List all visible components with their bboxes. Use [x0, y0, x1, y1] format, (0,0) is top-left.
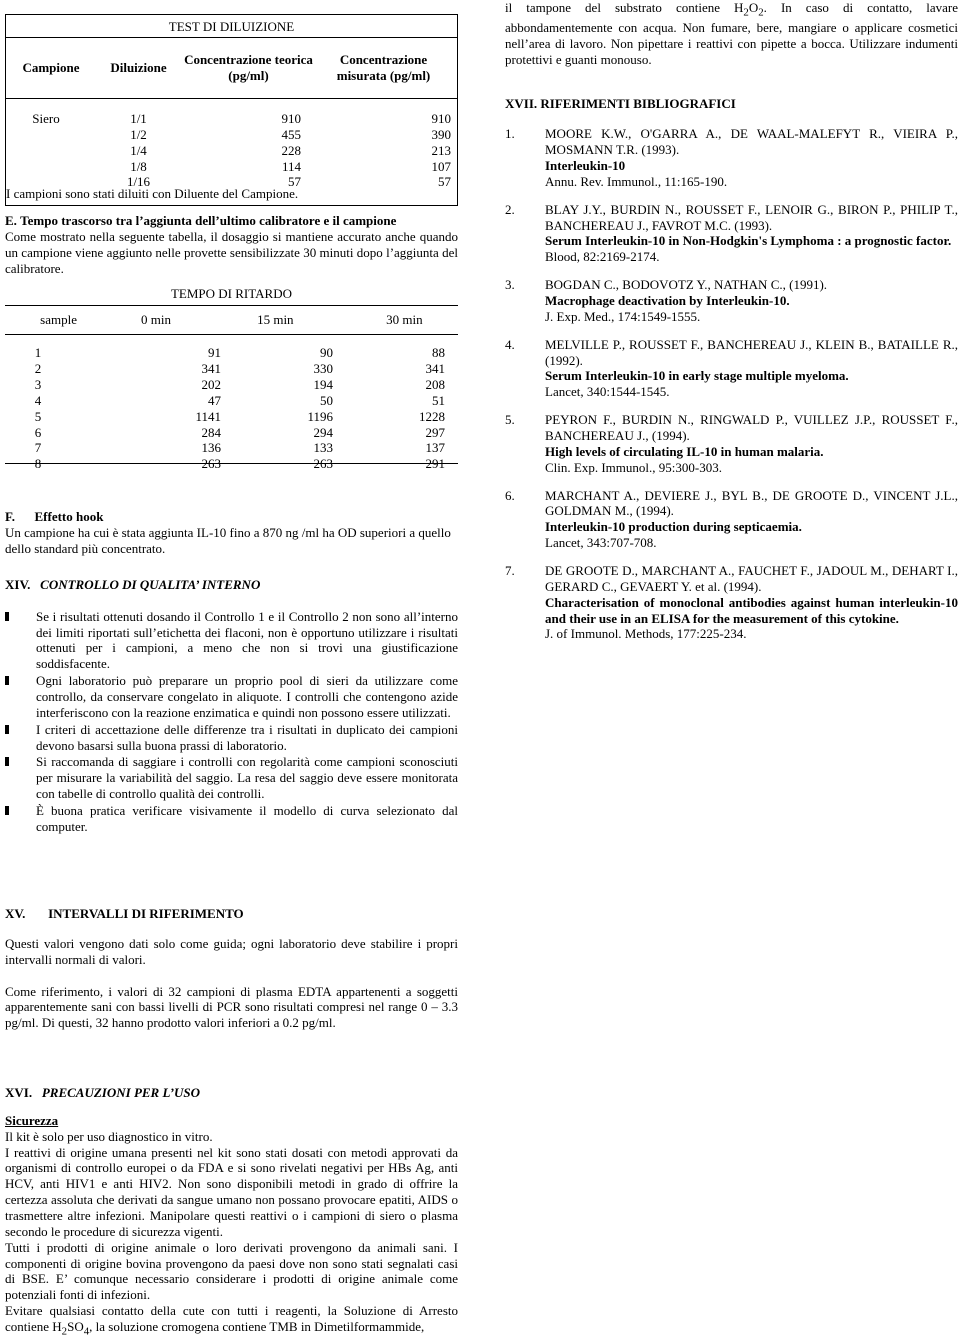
reference-item	[505, 337, 958, 400]
col-header-15min: 15 min	[257, 312, 294, 328]
section-xv: XV. INTERVALLI DI RIFERIMENTO Questi valori vengono dati solo come guida; ogni laboratorio deve stabilire i propri intervalli normali di valori. Come riferimento, i valori di 32 campioni di plasma EDTA appartenenti a soggetti apparentemente sani con bassi livelli di PCR sono risultati compresi nel range 0 – 3.3 pg/ml. Di questi, 32 hanno prodotto valori inferiori a 0.2 pg/ml.	[5, 906, 458, 1031]
dilution-cell: 1/4	[130, 142, 147, 158]
measured-column	[301, 111, 451, 190]
min15-cell: 194	[313, 377, 333, 393]
reference-authors: MOORE K.W., O'GARRA A., DE WAAL-MALEFYT R., VIEIRA P., MOSMANN T.R. (1993).	[545, 126, 958, 158]
section-xvi-last: Evitare qualsiasi contatto della cute con tutti i reagenti, la Soluzione di Arresto contiene $H_2SO_4$, la soluzione cromogena contiene TMB in Dimetilformammide,	[5, 1303, 458, 1338]
reference-title: Characterisation of monoclonal antibodies against human interleukin-10 and their use in an ELISA for the measurement of this cytokine.	[545, 594, 958, 626]
section-e-title: Tempo trascorso tra l’aggiunta dell’ultimo calibratore e il campione	[20, 213, 397, 228]
reference-title: Serum Interleukin-10 in early stage multiple myeloma.	[545, 368, 849, 384]
min15-cell: 133	[313, 440, 333, 456]
measured-cell: 107	[431, 158, 451, 174]
bullet-marker-icon	[5, 725, 9, 734]
delay-table	[5, 305, 458, 472]
reference-body	[545, 412, 958, 475]
reference-number: 2.	[505, 201, 515, 217]
min30-cell: 291	[425, 456, 445, 472]
section-xvi: XVI. PRECAUZIONI PER L’USO Sicurezza Il kit è solo per uso diagnostico in vitro. I reattivi di origine umana presenti nel kit sono stati dosati con metodi approvati da organismi di controllo europei o da FDA e si sono rivelati negativi per HBs Ag, anti HCV, anti HIV1 e anti HIV2. Non sono disponibili metodi in grado di offrire la certezza assoluta che derivati da sangue umano non possano provocare epatiti, AIDS o trasmettere altre infezioni. Manipolare questi reattivi o i campioni di siero o plasma secondo le procedure di sicurezza vigenti. Tutti i prodotti di origine animale o loro derivati provengono da animali sani. I componenti di origine bovina provengono da paesi dove non sono stati segnalati casi di BSE. E’ comunque necessario considerare i prodotti di origine animale come potenziali fonti di infezioni. Evitare qualsiasi contatto della cute con tutti i reagenti, la Soluzione di Arresto contiene $H_2SO_4$, la soluzione cromogena contiene TMB in Dimetilformammide,	[5, 1085, 458, 1338]
sample-number-cell: 3	[34, 377, 42, 393]
reference-item	[505, 488, 958, 551]
dilution-cell: 1/16	[126, 174, 151, 190]
section-f-heading: F. Effetto hook	[5, 509, 104, 525]
sample-number-cell: 4	[34, 392, 42, 408]
reference-authors: MARCHANT A., DEVIERE J., BYL B., DE GROOTE D., VINCENT J.L., GOLDMAN M., (1994).	[545, 487, 958, 519]
section-e-label: E.	[5, 213, 17, 228]
min0-cell: 1141	[195, 408, 221, 424]
reference-body	[545, 202, 958, 265]
dilution-table-header	[6, 38, 457, 99]
col-header-misurata: Concentrazione misurata (pg/ml)	[336, 52, 431, 83]
dilution-column	[86, 111, 191, 190]
reference-title: High levels of circulating IL-10 in human malaria.	[545, 443, 824, 459]
qc-bullet-item: Si raccomanda di saggiare i controlli con regolarità come campioni sconosciuti per misurare la variabilità del saggio. La resa del saggio deve essere monitorata con tabelle di controllo qualità dei controlli.	[5, 754, 458, 802]
dilution-cell: 1/2	[130, 126, 147, 142]
dilution-table-body	[6, 99, 457, 190]
reference-authors: BLAY J.Y., BURDIN N., ROUSSET F., LENOIR G., BIRON P., PHILIP T., BANCHEREAU J., FAVROT M.C. (1993).	[545, 201, 958, 233]
bullet-marker-icon	[5, 676, 9, 685]
reference-title: Macrophage deactivation by Interleukin-10.	[545, 292, 790, 308]
min15-cell: 330	[313, 361, 333, 377]
theoretical-cell: 455	[281, 126, 301, 142]
sample-number-cell: 8	[34, 456, 42, 472]
reference-number: 7.	[505, 563, 515, 578]
delay-table-header	[5, 306, 458, 335]
reference-authors: MELVILLE P., ROUSSET F., BANCHEREAU J., KLEIN B., BATAILLE R., (1992).	[545, 336, 958, 368]
reference-number: 1.	[505, 126, 515, 142]
bullet-marker-icon	[5, 806, 9, 815]
section-xv-p2: Come riferimento, i valori di 32 campioni di plasma EDTA appartenenti a soggetti apparentemente sani con bassi livelli di PCR sono risultati compresi nel range 0 – 3.3 pg/ml. Di questi, 32 hanno prodotto valori inferiori a 0.2 pg/ml.	[5, 983, 458, 1031]
reference-source: Clin. Exp. Immunol., 95:300-303.	[545, 459, 722, 475]
delay-table-body	[5, 335, 458, 472]
reference-item	[505, 412, 958, 475]
section-f	[5, 509, 458, 557]
reference-item	[505, 126, 958, 189]
references-heading: XVII. RIFERIMENTI BIBLIOGRAFICI	[505, 96, 736, 112]
reference-number: 6.	[505, 487, 515, 503]
min0-cell: 284	[201, 424, 221, 440]
min30-cell: 208	[425, 377, 445, 393]
section-xvi-paragraph: I reattivi di origine umana presenti nel kit sono stati dosati con metodi approvati da organismi di controllo europei o da FDA e si sono rivelati negativi per HBs Ag, anti HCV, anti HIV1 e anti HIV2. Non sono disponibili metodi in grado di offrire la certezza assoluta che derivati da sangue umano non possano provocare epatiti, AIDS o trasmettere altre infezioni. Manipolare questi reattivi o i campioni di siero o plasma secondo le procedure di sicurezza vigenti.	[5, 1144, 458, 1239]
section-e	[5, 213, 458, 276]
qc-bullet-item: I criteri di accettazione delle differenze tra i risultati in duplicato dei campioni devono basarsi sulla buona prassi di laboratorio.	[5, 722, 458, 754]
theoretical-cell: 114	[281, 158, 301, 174]
reference-item	[505, 202, 958, 265]
min0-cell: 136	[201, 440, 221, 456]
col-header-30min: 30 min	[386, 312, 423, 328]
sample-cell: Siero	[32, 111, 60, 126]
reference-body	[545, 488, 958, 551]
sample-number-cell: 7	[34, 440, 42, 456]
dilution-note: I campioni sono stati diluiti con Diluente del Campione.	[6, 186, 299, 201]
qc-bullet-item: Se i risultati ottenuti dosando il Controllo 1 e il Controllo 2 non sono all’interno dei limiti riportati sull’etichetta dei flaconi, non è opportuno utilizzare i risultati ottenuti per i campioni, a meno che non si trovi una giustificazione soddisfacente.	[5, 609, 458, 672]
min0-column	[71, 345, 221, 472]
reference-item	[505, 277, 958, 325]
col-header-sample: sample	[40, 312, 77, 328]
min0-cell: 91	[208, 345, 221, 361]
min0-cell: 47	[208, 392, 221, 408]
reference-authors: BOGDAN C., BODOVOTZ Y., NATHAN C., (1991).	[545, 277, 828, 293]
min30-column	[333, 345, 445, 472]
min0-cell: 263	[201, 456, 221, 472]
reference-item	[505, 563, 958, 642]
measured-cell: 213	[431, 142, 451, 158]
bullet-marker-icon	[5, 757, 9, 766]
reference-title: Interleukin-10 production during septicaemia.	[545, 519, 802, 535]
section-xvi-title: PRECAUZIONI PER L’USO	[41, 1085, 201, 1100]
min30-cell: 51	[432, 392, 445, 408]
min0-cell: 341	[201, 361, 221, 377]
left-column	[5, 14, 458, 836]
reference-authors: PEYRON F., BURDIN N., RINGWALD P., VUILLEZ J.P., ROUSSET F., BANCHEREAU J., (1994).	[545, 412, 958, 443]
col-header-0min: 0 min	[141, 312, 171, 328]
min15-column	[221, 345, 333, 472]
sample-number-cell: 6	[34, 424, 42, 440]
reference-body	[545, 337, 958, 400]
sample-column	[5, 345, 71, 472]
reference-authors: DE GROOTE D., MARCHANT A., FAUCHET F., JADOUL M., DEHART I., GERARD C., GEVAERT Y. et al. (1994).	[545, 563, 958, 594]
min15-cell: 50	[320, 392, 333, 408]
theoretical-cell: 910	[281, 111, 301, 126]
min30-cell: 137	[425, 440, 445, 456]
min30-cell: 1228	[419, 408, 445, 424]
min15-cell: 263	[313, 456, 333, 472]
reference-source: J. of Immunol. Methods, 177:225-234.	[545, 626, 747, 642]
reference-source: Lancet, 340:1544-1545.	[545, 384, 670, 400]
qc-bullet-list	[5, 609, 458, 835]
reference-body	[545, 277, 958, 325]
section-f-text: Un campione ha cui è stata aggiunta IL-10 fino a 870 ng /ml ha OD superiori a quello dello standard più concentrato.	[5, 525, 451, 557]
qc-bullet-item: Ogni laboratorio può preparare un proprio pool di sieri da utilizzare come controllo, da conservare congelato in aliquote. I controlli che contengono azide interferiscono con la reazione enzimatica e quindi non possono essere utilizzati.	[5, 673, 458, 721]
section-xiv-heading: XIV. CONTROLLO DI QUALITA’ INTERNO	[5, 576, 261, 592]
measured-cell: 390	[431, 126, 451, 142]
min15-cell: 90	[320, 345, 333, 361]
theoretical-cell: 228	[281, 142, 301, 158]
min30-cell: 88	[432, 345, 445, 361]
reference-title: Serum Interleukin-10 in Non-Hodgkin's Lymphoma : a prognostic factor.	[545, 233, 952, 249]
dilution-table	[5, 14, 458, 206]
reference-title: Interleukin-10	[545, 157, 626, 173]
sample-number-cell: 1	[34, 345, 42, 361]
measured-cell: 57	[438, 174, 451, 190]
reference-body	[545, 126, 958, 189]
col-header-campione: Campione	[22, 60, 80, 76]
col-header-teorica: Concentrazione teorica (pg/ml)	[184, 52, 313, 83]
section-xvi-paragraph: Tutti i prodotti di origine animale o loro derivati provengono da animali sani. I componenti di origine bovina provengono da paesi dove non sono stati segnalati casi di BSE. E’ comunque necessario considerare i prodotti di origine animale come potenziali fonti di infezioni.	[5, 1239, 458, 1303]
sample-number-cell: 5	[34, 408, 42, 424]
reference-source: Blood, 82:2169-2174.	[545, 249, 660, 265]
measured-cell: 910	[431, 111, 451, 126]
section-xvi-paragraph: Il kit è solo per uso diagnostico in vitro.	[5, 1128, 213, 1144]
theoretical-cell: 57	[288, 174, 301, 190]
section-e-text: Come mostrato nella seguente tabella, il dosaggio si mantiene accurato anche quando un campione viene aggiunto nelle provette sensibilizzate 30 minuti dopo l’aggiunta del calibratore.	[5, 228, 458, 276]
reference-number: 3.	[505, 277, 515, 293]
min15-cell: 1196	[307, 408, 333, 424]
delay-table-title: TEMPO DI RITARDO	[170, 286, 292, 302]
section-xv-p1: Questi valori vengono dati solo come guida; ogni laboratorio deve stabilire i propri intervalli normali di valori.	[5, 935, 458, 967]
bullet-marker-icon	[5, 612, 9, 621]
reference-number: 4.	[505, 336, 515, 352]
theoretical-column	[191, 111, 301, 190]
safety-continued: il tampone del substrato contiene $H_2O_2$. In caso di contatto, lavare abbondamentemente con acqua. Non fumare, bere, mangiare o applicare cosmetici nell’area di lavoro. Non pipettare i reattivi con pipette a bocca. Utilizzare indumenti protettivi e guanti monouso.	[505, 0, 959, 67]
min0-cell: 202	[201, 377, 221, 393]
min15-cell: 294	[313, 424, 333, 440]
reference-source: J. Exp. Med., 174:1549-1555.	[545, 308, 701, 324]
min30-cell: 341	[425, 361, 445, 377]
dilution-table-title: TEST DI DILUIZIONE	[6, 15, 457, 38]
reference-source: Annu. Rev. Immunol., 11:165-190.	[545, 173, 728, 189]
section-xvi-body	[5, 1129, 458, 1303]
col-header-diluizione: Diluizione	[110, 60, 167, 76]
reference-body	[545, 563, 958, 642]
section-xv-title: INTERVALLI DI RIFERIMENTO	[48, 906, 244, 921]
sample-number-cell: 2	[34, 361, 42, 377]
qc-bullet-item: È buona pratica verificare visivamente il modello di curva selezionato dal computer.	[5, 803, 458, 835]
dilution-cell: 1/1	[130, 111, 147, 126]
min30-cell: 297	[425, 424, 445, 440]
reference-number: 5.	[505, 412, 515, 428]
dilution-cell: 1/8	[130, 158, 147, 174]
reference-source: Lancet, 343:707-708.	[545, 535, 657, 551]
right-column	[505, 0, 958, 654]
section-xvi-subtitle: Sicurezza	[5, 1112, 59, 1128]
references-list	[505, 126, 958, 642]
